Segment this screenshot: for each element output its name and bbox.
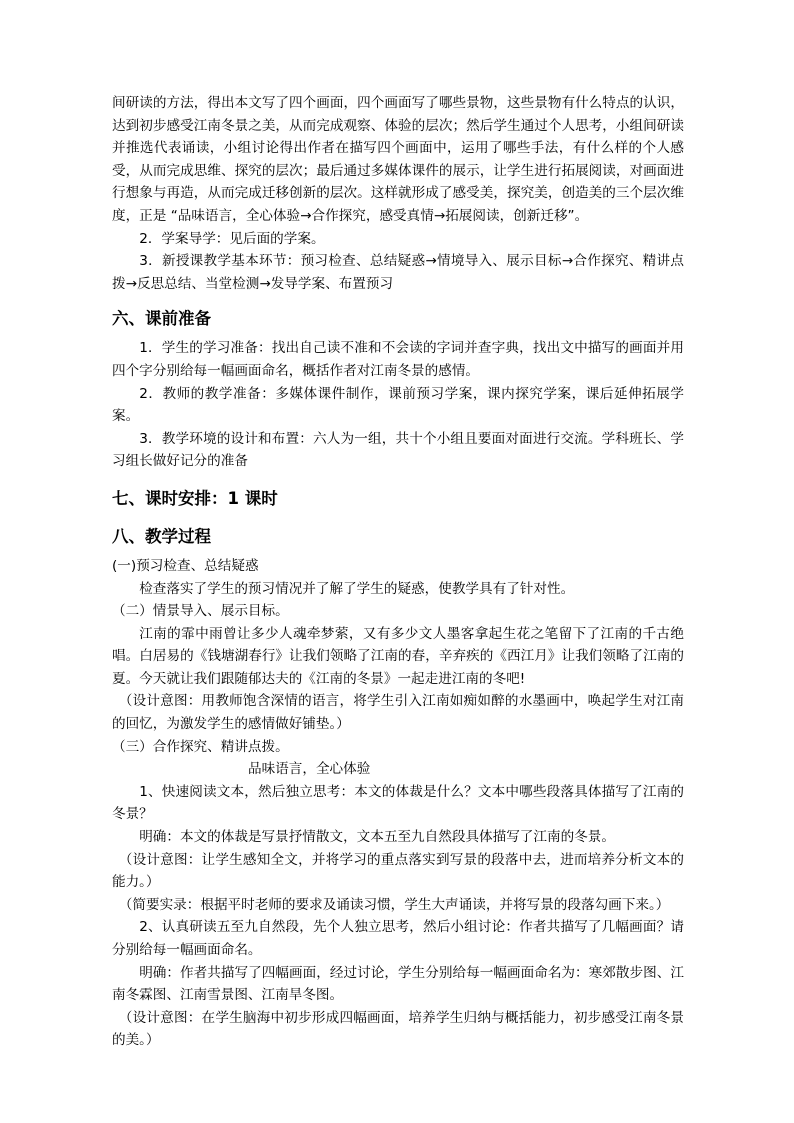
part-2-heading: （二）情景导入、展示目标。 (112, 603, 289, 620)
section-6-item-2: 2．教师的教学准备：多媒体课件制作，课前预习学案，课内探究学案，课后延伸拓展学案。 (112, 385, 684, 425)
document-body (112, 92, 684, 1052)
section-6-heading: 六、课前准备 (112, 309, 211, 329)
section-7-heading: 七、课时安排：1 课时 (112, 488, 278, 508)
section-8-heading: 八、教学过程 (112, 526, 211, 546)
intro-item-2: 2．学案导学：见后面的学案。 (139, 230, 325, 247)
intro-item-3: 3．新授课教学基本环节：预习检查、总结疑惑→情境导入、展示目标→合作探究、精讲点拨→反思总结、当堂检测→发导学案、布置预习 (112, 253, 684, 292)
question-1: 1、快速阅读文本，然后独立思考：本文的体裁是什么？文本中哪些段落具体描写了江南的冬景？ (112, 783, 684, 823)
part-2-design-note: （设计意图：用教师饱含深情的语言，将学生引入江南如痴如醉的水墨画中，唤起学生对江南的回忆，为激发学生的感情做好铺垫。） (112, 693, 684, 733)
part-3-subtitle: 品味语言，全心体验 (248, 761, 371, 778)
section-6-item-1: 1．学生的学习准备：找出自己读不准和不会读的字词并查字典，找出文中描写的画面并用四个字分别给每一幅画面命名，概括作者对江南冬景的感情。 (112, 340, 684, 379)
record-note-1: （简要实录：根据平时老师的要求及诵读习惯，学生大声诵读，并将写景的段落勾画下来。） (118, 896, 670, 913)
part-2-text: 江南的霏中雨曾让多少人魂牵梦萦，又有多少文人墨客拿起生花之笔留下了江南的千古绝唱。白居易的《钱塘湖春行》让我们领略了江南的春，辛弃疾的《西江月》让我们领略了江南的夏。今天就让我们跟随郁达夫的《江南的冬景》一起走进江南的冬吧! (112, 625, 684, 687)
section-6-item-3: 3．教学环境的设计和布置：六人为一组，共十个小组且要面对面进行交流。学科班长、学习组长做好记分的准备 (112, 430, 684, 470)
answer-1: 明确：本文的体裁是写景抒情散文，文本五至九自然段具体描写了江南的冬景。 (139, 829, 615, 846)
question-2: 2、认真研读五至九自然段，先个人独立思考，然后小组讨论：作者共描写了几幅画面？请分别给每一幅画面命名。 (112, 919, 684, 958)
part-1-text: 检查落实了学生的预习情况并了解了学生的疑惑，使教学具有了针对性。 (139, 580, 575, 597)
answer-2: 明确：作者共描写了四幅画面，经过讨论，学生分别给每一幅画面命名为：寒郊散步图、江南冬霖图、江南雪景图、江南旱冬图。 (112, 964, 684, 1004)
intro-paragraph: 间研读的方法，得出本文写了四个画面，四个画面写了哪些景物，这些景物有什么特点的认识，达到初步感受江南冬景之美，从而完成观察、体验的层次；然后学生通过个人思考，小组间研读并推选代表诵读，小组讨论得出作者在描写四个画面中，运用了哪些手法，有什么样的个人感受，从而完成思维、探究的层次；最后通过多媒体课件的展示，让学生进行拓展阅读，对画面进行想象与再造，从而完成迁移创新的层次。这样就形成了感受美，探究美，创造美的三个层次维度，正是 “品味语言，全心体验→合作探究，感受真情→拓展阅读，创新迁移”。 (112, 95, 684, 224)
part-3-heading: （三）合作探究、精讲点拨。 (112, 738, 289, 755)
design-note-1: （设计意图：让学生感知全文，并将学习的重点落实到写景的段落中去，进而培养分析文本的能力。） (112, 851, 684, 891)
part-1-heading: (一)预习检查、总结疑惑 (112, 557, 259, 574)
design-note-2: （设计意图：在学生脑海中初步形成四幅画面，培养学生归纳与概括能力，初步感受江南冬景的美。） (112, 1009, 684, 1049)
